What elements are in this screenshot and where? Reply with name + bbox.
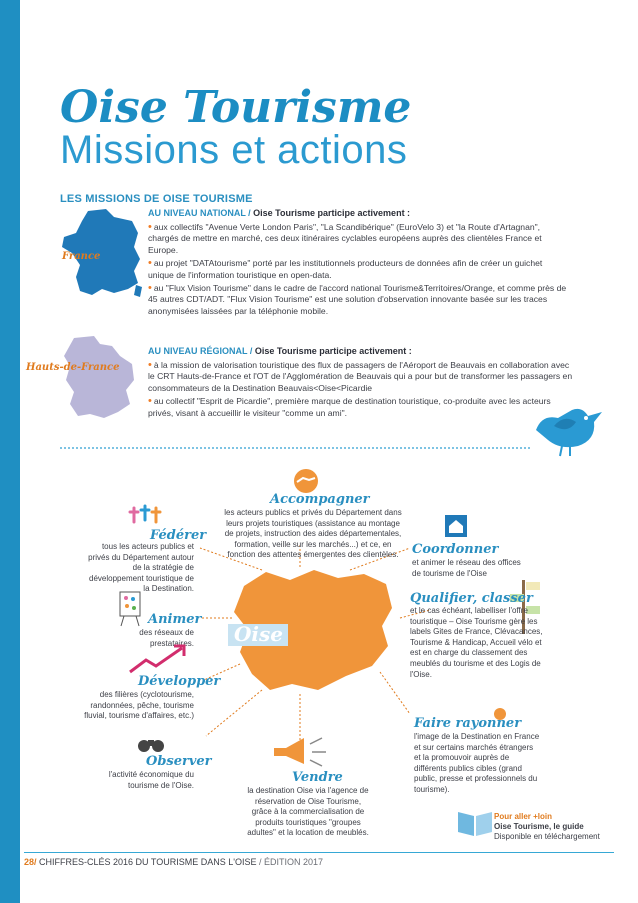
mission-coordonner-label: Coordonner [412, 542, 499, 557]
list-item: • à la mission de valorisation touristique des flux de passagers de l'Aéroport de Beauvais en collaboration avec le CRT Hauts-de-France et l'OT de l'Agglomération de Beauvais qui a pour but de transformer les passagers en consommateurs de la Destination Beauvais<Oise<Picardie [148, 359, 573, 393]
mission-rayonner-label: Faire rayonner [414, 716, 522, 731]
regional-level-heading [148, 346, 598, 356]
page-number: 28/ [24, 857, 37, 867]
mission-developper-text: des filières (cyclotourisme, randonnées, pêche, tourisme fluvial, tourisme d'affaires, etc.) [84, 690, 194, 721]
regional-bullets [148, 360, 576, 419]
mission-observer-text: l'activité économique du tourisme de l'Oise. [108, 770, 194, 790]
list-item: • au projet "DATAtourisme" porté par les institutionnels producteurs de données afin de créer un guichet unique de l'information touristique en open-data. [148, 257, 543, 280]
mission-qualifier-text: et le cas échéant, labelliser l'offre touristique – Oise Tourisme gère les labels Gites de France, Clévacances, Tourisme & Handicap, Accueil vélo et est en charge du classement des meublés du tourisme et des Logis de l'Oise. [410, 606, 543, 679]
regional-level-tag: AU NIVEAU RÉGIONAL / [148, 346, 253, 356]
mission-developper-label: Développer [138, 674, 221, 689]
hdf-label: Hauts-de-France [26, 362, 120, 373]
mission-accompagner-label: Accompagner [270, 492, 370, 507]
mission-federer-label: Fédérer [150, 528, 207, 543]
page-subtitle: Missions et actions [60, 128, 408, 172]
book-icon [456, 808, 494, 838]
left-accent-bar [0, 0, 20, 903]
house-icon [444, 514, 468, 538]
download-line-1: Pour aller +loin [494, 812, 553, 821]
list-item: • au "Flux Vision Tourisme" dans le cadre de l'accord national Tourisme&Territoires/Orange, et comme près de 45 autres CDT/ADT. "Flux Vision Tourisme" est une solution d'observation innovante basée sur les traces anonymisées laissées par la téléphonie mobile. [148, 282, 567, 316]
mission-vendre-text: la destination Oise via l'agence de réservation de Oise Tourisme, grâce à la commercialisation de produits touristiques "groupes adultes" et la location de meublés. [247, 786, 369, 838]
handshake-icon [291, 468, 321, 494]
national-bullets [148, 222, 568, 317]
national-intro: Oise Tourisme participe activement : [250, 208, 411, 218]
dotted-divider [60, 447, 530, 449]
mission-rayonner-text: l'image de la Destination en France et sur certains marchés étrangers et la promouvoir auprès de différents publics cibles (grand public, presse et professionnels du tourisme). [414, 732, 540, 794]
list-item: • aux collectifs "Avenue Verte London Paris", "La Scandibérique" (EuroVelo 3) et "la Route d'Artagnan", chargés de mettre en marché, ces deux itinéraires cyclables européens auprès des clientèles France et Europe. [148, 221, 542, 255]
footer [24, 857, 323, 867]
mission-federer-text: tous les acteurs publics et privés du Département autour de la stratégie de développement touristique de la Destination. [88, 542, 194, 594]
footer-edition: / ÉDITION 2017 [256, 857, 323, 867]
download-line-3: Disponible en téléchargement [494, 832, 600, 841]
regional-intro: Oise Tourisme participe activement : [252, 346, 412, 356]
list-item: • au collectif "Esprit de Picardie", première marque de destination touristique, co-produite avec les acteurs privés, visant à accueillir le visiteur "comme un ami". [148, 395, 551, 418]
oise-label: Oise [234, 622, 284, 646]
mission-qualifier-label: Qualifier, classer [410, 591, 533, 606]
section-heading: LES MISSIONS DE OISE TOURISME [60, 193, 253, 205]
download-line-2: Oise Tourisme, le guide [494, 822, 584, 831]
footer-rule [24, 852, 614, 853]
mission-coordonner-text: et animer le réseau des offices de tourisme de l'Oise [412, 558, 521, 578]
mission-animer-label: Animer [148, 612, 202, 627]
national-level-heading [148, 208, 598, 218]
hauts-de-france-map [60, 334, 138, 420]
flipchart-icon [118, 590, 144, 628]
france-label: France [62, 251, 101, 262]
national-level-tag: AU NIVEAU NATIONAL / [148, 208, 251, 218]
mission-observer-label: Observer [146, 754, 212, 769]
megaphone-icon [270, 734, 332, 774]
mission-animer-text: des réseaux de prestataires. [139, 628, 194, 648]
mission-vendre-label: Vendre [292, 770, 343, 785]
footer-title: CHIFFRES-CLÉS 2016 DU TOURISME DANS L'OISE [36, 857, 257, 867]
binoculars-icon [136, 734, 166, 754]
download-guide-link[interactable] [494, 812, 622, 842]
people-icon [128, 502, 162, 528]
bird-icon [532, 400, 608, 460]
mission-accompagner-text: les acteurs publics et privés du Département dans leurs projets touristiques (assistance au montage de projets, instruction des aides départementales, formation, veille sur les marchés...) et ce, en fonction des attentes émergentes des clientèles. [224, 508, 402, 560]
trend-arrow-icon [128, 644, 188, 676]
page-title-script: Oise Tourisme [60, 82, 412, 133]
